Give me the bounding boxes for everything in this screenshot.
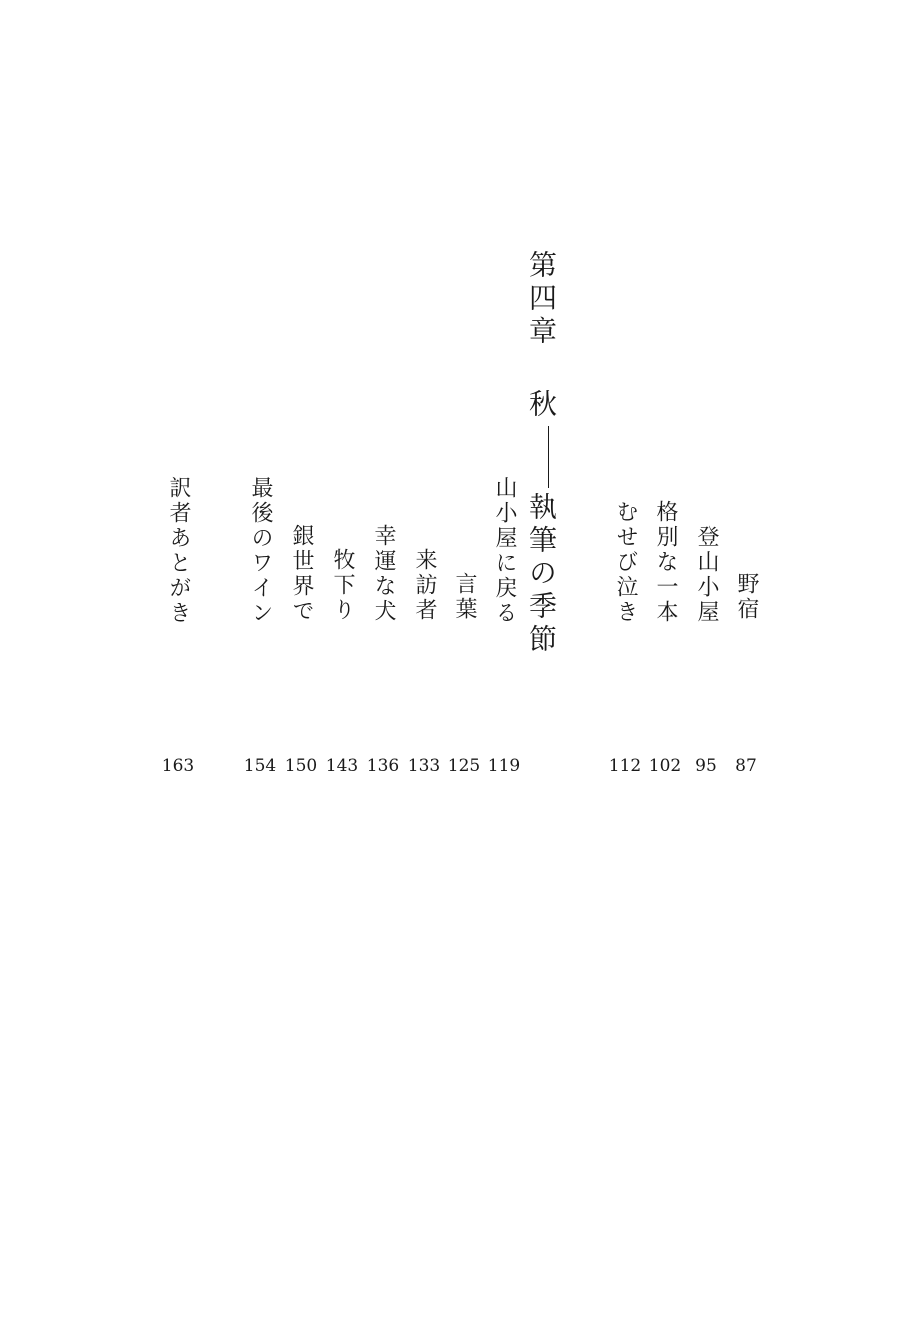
toc-entry-title: 牧下り xyxy=(330,548,355,623)
toc-page-number: 163 xyxy=(161,756,195,776)
toc-page-number: 112 xyxy=(608,756,642,776)
chapter-season: 秋 xyxy=(525,389,558,422)
toc-page-number: 133 xyxy=(407,756,441,776)
toc-entry-title: 来訪者 xyxy=(412,548,437,623)
toc-page-number: 136 xyxy=(366,756,400,776)
toc-page-number: 102 xyxy=(648,756,682,776)
toc-entry-title: 山小屋に戻る xyxy=(492,476,517,626)
toc-page-number: 95 xyxy=(695,756,717,776)
toc-entry-title: 登山小屋 xyxy=(694,525,719,625)
toc-entry-title: 言葉 xyxy=(452,572,477,622)
toc-page-number: 87 xyxy=(735,756,757,776)
toc-entry-title: 野宿 xyxy=(734,572,759,622)
chapter-subtitle: 執筆の季節 xyxy=(525,492,558,657)
toc-entry-title: 訳者あとがき xyxy=(166,476,191,626)
toc-entry-title: 幸運な犬 xyxy=(371,524,396,624)
toc-entry-title: むせび泣き xyxy=(613,500,638,625)
toc-page-number: 125 xyxy=(447,756,481,776)
toc-page-number: 143 xyxy=(325,756,359,776)
em-dash-divider xyxy=(548,426,549,488)
toc-page-number: 150 xyxy=(284,756,318,776)
toc-entry-title: 格別な一本 xyxy=(653,500,678,625)
chapter-number: 第四章 xyxy=(525,250,558,349)
toc-entry-title: 最後のワイン xyxy=(248,476,273,626)
toc-entry-title: 銀世界で xyxy=(289,524,314,624)
toc-page-number: 154 xyxy=(243,756,277,776)
toc-page-number: 119 xyxy=(487,756,521,776)
chapter-heading xyxy=(525,250,558,657)
